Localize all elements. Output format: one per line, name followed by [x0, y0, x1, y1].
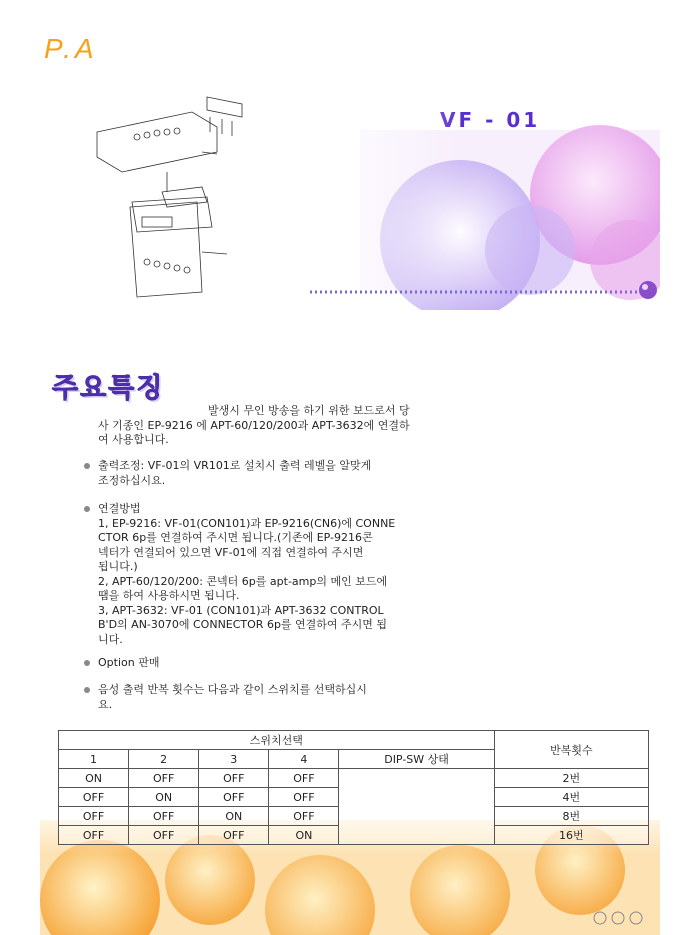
dip-header: DIP-SW 상태: [339, 750, 494, 769]
table-row: [59, 769, 649, 788]
list-item-line: 됩니다.): [98, 560, 138, 573]
bullet-icon: [84, 463, 90, 469]
dip-state-cell: [339, 769, 494, 845]
table-cell: OFF: [59, 807, 129, 826]
table-cell: OFF: [199, 826, 269, 845]
section-title: P.A: [44, 33, 98, 64]
table-cell: 4번: [494, 788, 648, 807]
list-item-line: CTOR 6p를 연결하여 주시면 됩니다.(기존에 EP-9216콘: [98, 531, 373, 544]
switch-header: 4: [269, 750, 339, 769]
table-cell: OFF: [199, 769, 269, 788]
list-item-line: B'D의 AN-3070에 CONNECTOR 6p를 연결하여 주시면 됩: [98, 618, 388, 631]
table-cell: OFF: [59, 788, 129, 807]
bullet-icon: [84, 506, 90, 512]
table-cell: ON: [199, 807, 269, 826]
list-item-output-adjust: [98, 459, 408, 488]
table-cell: 8번: [494, 807, 648, 826]
list-item-line: 조정하십시요.: [98, 473, 166, 487]
table-cell: OFF: [269, 769, 339, 788]
table-cell: OFF: [59, 826, 129, 845]
list-item-option: [98, 656, 408, 671]
table-cell: ON: [129, 788, 199, 807]
group-header: 스위치선택: [59, 731, 495, 750]
decorative-bubble-graphic: [300, 100, 660, 310]
table-cell: OFF: [269, 788, 339, 807]
table-cell: 16번: [494, 826, 648, 845]
intro-paragraph: 발생시 무인 방송을 하기 위한 보드로서 당사 기종인 EP-9216 에 APT-60/120/200과 APT-3632에 연결하여 사용합니다.: [98, 404, 410, 446]
table-cell: 2번: [494, 769, 648, 788]
table-cell: OFF: [269, 807, 339, 826]
list-item-line: 2, APT-60/120/200: 콘넥터 6p를 apt-amp의 메인 보드에: [98, 574, 388, 588]
list-item-line: 넥터가 연결되어 있으면 VF-01에 직접 연결하여 주시면: [98, 545, 364, 559]
list-item-line: 음성 출력 반복 횟수는 다음과 같이 스위치를 선택하십시: [98, 683, 367, 696]
bullet-icon: [84, 660, 90, 666]
repeat-header: 반복횟수: [494, 731, 648, 769]
list-item-repeat: [98, 683, 408, 712]
bullet-icon: [84, 687, 90, 693]
table-cell: OFF: [199, 788, 269, 807]
switch-header: 2: [129, 750, 199, 769]
table-cell: ON: [59, 769, 129, 788]
list-item-line: Option 판매: [98, 656, 160, 669]
list-item-line: 니다.: [98, 632, 123, 646]
switch-header: 3: [199, 750, 269, 769]
list-item-line: 요.: [98, 697, 113, 711]
list-item-connection: [98, 502, 416, 647]
table-cell: OFF: [129, 769, 199, 788]
table-cell: ON: [269, 826, 339, 845]
table-cell: OFF: [129, 826, 199, 845]
list-item-line: 3, APT-3632: VF-01 (CON101)과 APT-3632 CONTROL: [98, 603, 384, 617]
features-heading: 주요특징: [52, 373, 165, 404]
list-item-line: 땜을 하여 사용하시면 됩니다.: [98, 589, 240, 602]
table-cell: OFF: [129, 807, 199, 826]
board-diagram: [92, 92, 262, 302]
list-item-line: 1, EP-9216: VF-01(CON101)과 EP-9216(CN6)에 CONNE: [98, 516, 396, 530]
dip-switch-table: [58, 730, 649, 845]
list-item-line: 출력조정: VF-01의 VR101로 설치시 출력 레벨을 알맞게: [98, 459, 372, 472]
list-item-line: 연결방법: [98, 502, 141, 515]
switch-header: 1: [59, 750, 129, 769]
